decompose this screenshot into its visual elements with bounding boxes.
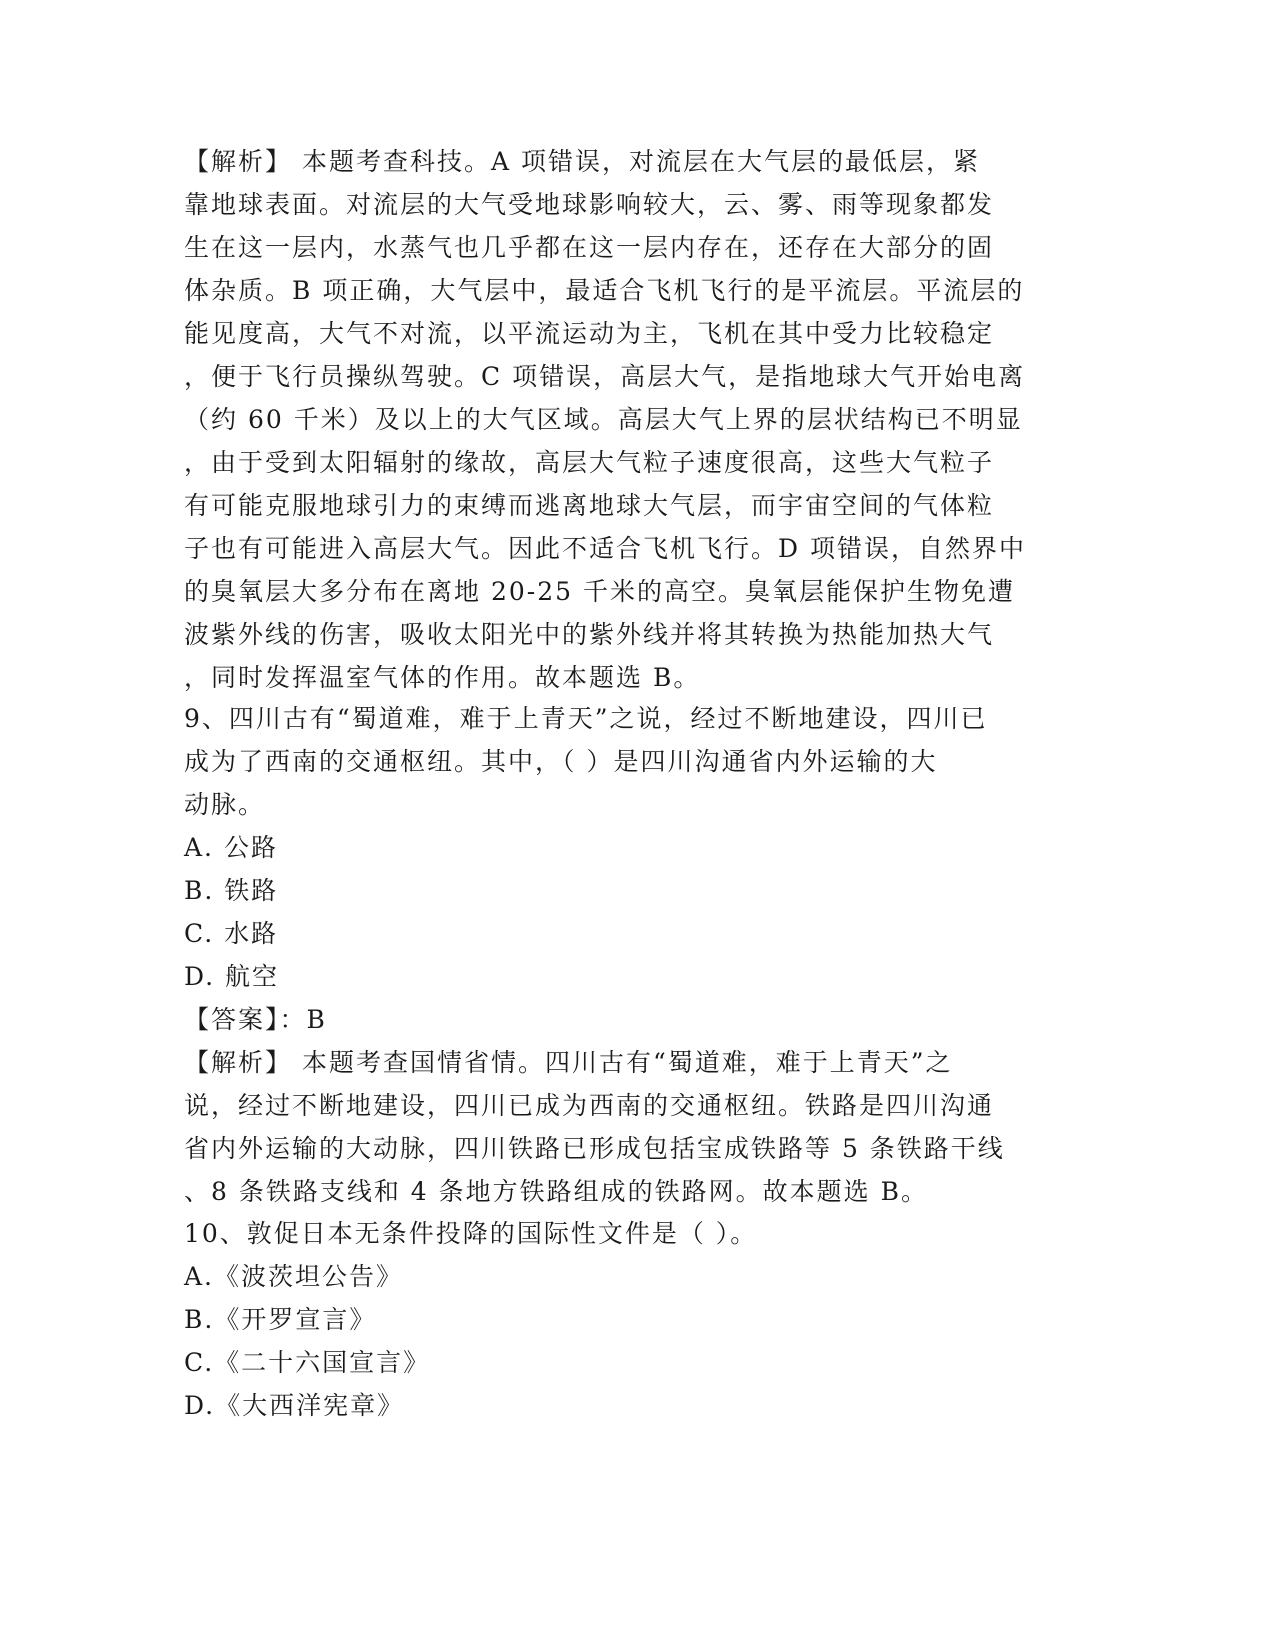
option-c: C.《二十六国宣言》 — [184, 1348, 431, 1377]
question-stem-line: 动脉。 — [184, 790, 266, 819]
question-9 — [184, 697, 1084, 1213]
option-b: B. 铁路 — [184, 876, 279, 905]
analysis-line: 有可能克服地球引力的束缚而逃离地球大气层，而宇宙空间的气体粒 — [184, 491, 995, 520]
option-d: D. 航空 — [184, 962, 280, 991]
option-b: B.《开罗宣言》 — [184, 1305, 377, 1334]
analysis-line: 、8 条铁路支线和 4 条地方铁路组成的铁路网。故本题选 B。 — [184, 1177, 928, 1206]
analysis-line: 靠地球表面。对流层的大气受地球影响较大，云、雾、雨等现象都发 — [184, 190, 995, 219]
option-a: A.《波茨坦公告》 — [184, 1262, 404, 1291]
option-c: C. 水路 — [184, 919, 279, 948]
analysis-line: 说，经过不断地建设，四川已成为西南的交通枢纽。铁路是四川沟通 — [184, 1091, 995, 1120]
analysis-q8 — [184, 140, 1084, 699]
analysis-line: （约 60 千米）及以上的大气区域。高层大气上界的层状结构已不明显 — [184, 405, 1023, 434]
question-stem-line: 9、四川古有“蜀道难，难于上青天”之说，经过不断地建设，四川已 — [184, 704, 988, 733]
analysis-line: 生在这一层内，水蒸气也几乎都在这一层内存在，还存在大部分的固 — [184, 233, 995, 262]
analysis-line: 省内外运输的大动脉，四川铁路已形成包括宝成铁路等 5 条铁路干线 — [184, 1134, 1005, 1163]
analysis-line: ，由于受到太阳辐射的缘故，高层大气粒子速度很高，这些大气粒子 — [184, 448, 995, 477]
answer-line: 【答案】：B — [184, 1005, 327, 1034]
analysis-line: 能见度高，大气不对流，以平流运动为主，飞机在其中受力比较稳定 — [184, 319, 995, 348]
analysis-line: 的臭氧层大多分布在离地 20-25 千米的高空。臭氧层能保护生物免遭 — [184, 577, 1015, 606]
analysis-line: 子也有可能进入高层大气。因此不适合飞机飞行。D 项错误，自然界中 — [184, 534, 1026, 563]
option-a: A. 公路 — [184, 833, 278, 862]
option-d: D.《大西洋宪章》 — [184, 1391, 405, 1420]
question-10 — [184, 1212, 1084, 1427]
analysis-line: 【解析】 本题考查科技。A 项错误，对流层在大气层的最低层，紧 — [184, 147, 980, 176]
analysis-line: 体杂质。B 项正确，大气层中，最适合飞机飞行的是平流层。平流层的 — [184, 276, 1025, 305]
question-stem-line: 10、敦促日本无条件投降的国际性文件是（ ）。 — [184, 1219, 758, 1248]
analysis-line: ，便于飞行员操纵驾驶。C 项错误，高层大气，是指地球大气开始电离 — [184, 362, 1026, 391]
question-stem-line: 成为了西南的交通枢纽。其中，（ ）是四川沟通省内外运输的大 — [184, 747, 938, 776]
analysis-line: 波紫外线的伤害，吸收太阳光中的紫外线并将其转换为热能加热大气 — [184, 620, 995, 649]
analysis-line: ，同时发挥温室气体的作用。故本题选 B。 — [184, 663, 701, 692]
analysis-line: 【解析】 本题考查国情省情。四川古有“蜀道难，难于上青天”之 — [184, 1048, 953, 1077]
